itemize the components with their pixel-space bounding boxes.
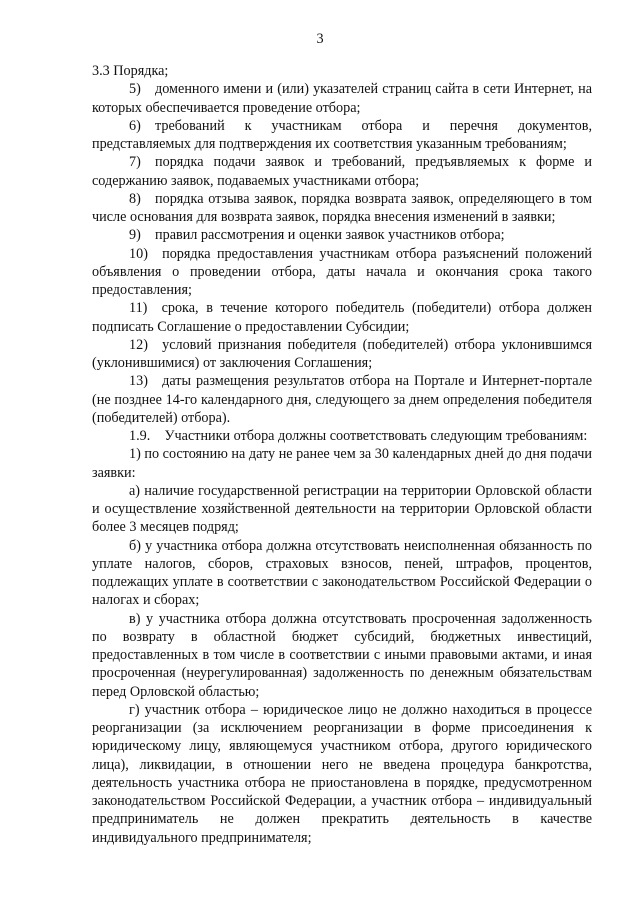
requirement-v: в) у участника отбора должна отсутствовать просроченная задолженность по возврату в областной бюджет субсидий, бюджетных инвестиций, предоставленных в том числе в соответствии с иными правовыми актами, и иная просроченная (неурегулированная) задолженность по денежным обязательствам перед Орловской областью;: [92, 610, 592, 700]
page-number: 3: [316, 31, 324, 47]
list-item-5: 5) доменного имени и (или) указателей страниц сайта в сети Интернет, на которых обеспечивается проведение отбора;: [92, 81, 592, 116]
list-item-6: 6) требований к участникам отбора и перечня документов, представляемых для подтверждения их соответствия указанным требованиям;: [92, 117, 592, 152]
requirement-1: 1) по состоянию на дату не ранее чем за 30 календарных дней до дня подачи заявки:: [92, 446, 592, 481]
clause-1-9: 1.9. Участники отбора должны соответствовать следующим требованиям:: [129, 428, 588, 444]
document-body: [92, 62, 592, 847]
list-item-10: 10) порядка предоставления участникам отбора разъяснений положений объявления о проведении отбора, даты начала и окончания срока такого предоставления;: [92, 245, 592, 298]
list-item-11: 11) срока, в течение которого победитель (победители) отбора должен подписать Соглашение о предоставлении Субсидии;: [92, 300, 592, 335]
requirement-b: б) у участника отбора должна отсутствовать неисполненная обязанность по уплате налогов, сборов, страховых взносов, пеней, штрафов, процентов, подлежащих уплате в соответствии с законодательством Российской Федерации о налогах и сборах;: [92, 537, 592, 609]
list-item-12: 12) условий признания победителя (победителей) отбора уклонившимся (уклонившимися) от заключения Соглашения;: [92, 336, 592, 371]
requirement-a: а) наличие государственной регистрации на территории Орловской области и осуществление хозяйственной деятельности на территории Орловской области более 3 месяцев подряд;: [92, 482, 592, 536]
list-item-9: 9) правил рассмотрения и оценки заявок участников отбора;: [129, 227, 505, 244]
section-heading: 3.3 Порядка;: [92, 63, 169, 79]
list-item-7: 7) порядка подачи заявок и требований, предъявляемых к форме и содержанию заявок, подаваемых участниками отбора;: [92, 154, 592, 189]
list-item-13: 13) даты размещения результатов отбора на Портале и Интернет-портале (не позднее 14-го календарного дня, следующего за днем определения победителя (победителей) отбора).: [92, 373, 592, 426]
requirement-g: г) участник отбора – юридическое лицо не должно находиться в процессе реорганизации (за исключением реорганизации в форме присоединения к юридическому лицу, являющемуся участником отбора, другого юридического лица), ликвидации, в отношении него не введена процедура банкротства, деятельность участника отбора не приостановлена в порядке, предусмотренном законодательством Российской Федерации, а участник отбора – индивидуальный предприниматель не должен прекратить деятельность в качестве индивидуального предпринимателя;: [92, 701, 592, 846]
list-item-8: 8) порядка отзыва заявок, порядка возврата заявок, определяющего в том числе основания для возврата заявок, порядка внесения изменений в заявки;: [92, 190, 592, 225]
